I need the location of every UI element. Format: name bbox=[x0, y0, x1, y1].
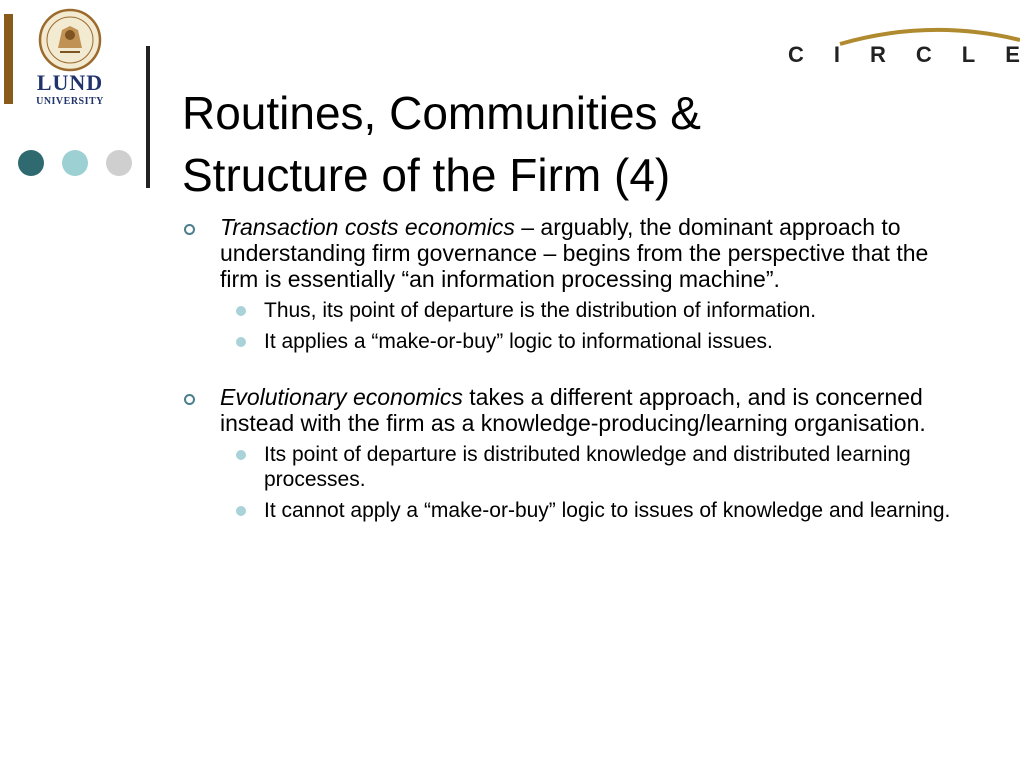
bullet-evolutionary bbox=[182, 384, 962, 436]
sub-bullet-text: It applies a “make-or-buy” logic to informational issues. bbox=[264, 330, 773, 353]
accent-bar bbox=[4, 14, 13, 104]
bullet-ring-icon bbox=[184, 224, 195, 235]
sub-bullet bbox=[182, 329, 962, 354]
vertical-divider bbox=[146, 46, 150, 188]
circle-letter: L bbox=[961, 42, 976, 67]
slide-content bbox=[182, 214, 962, 523]
bullet-ring-icon bbox=[184, 394, 195, 405]
sub-bullet bbox=[182, 498, 962, 523]
sub-bullet-dot-icon bbox=[236, 450, 246, 460]
circle-letter: E bbox=[1005, 42, 1020, 67]
sub-bullet-dot-icon bbox=[236, 306, 246, 316]
dot-mid bbox=[62, 150, 88, 176]
decorative-dots bbox=[18, 150, 138, 178]
university-name: LUND bbox=[36, 70, 104, 95]
lund-university-logo bbox=[28, 8, 118, 108]
bullet-text: takes a different approach, and is concerned instead with the firm as a knowledge-producing/learning organisation. bbox=[220, 384, 926, 436]
sub-bullet bbox=[182, 298, 962, 323]
circle-letter: I bbox=[833, 42, 841, 67]
sub-bullet-text: Thus, its point of departure is the distribution of information. bbox=[264, 299, 817, 322]
circle-letter: R bbox=[870, 42, 886, 67]
sub-bullet bbox=[182, 442, 962, 492]
slide-title bbox=[182, 82, 1002, 206]
lund-seal-icon bbox=[28, 8, 112, 72]
title-line-2: Structure of the Firm (4) bbox=[182, 149, 671, 201]
circle-wordmark bbox=[788, 42, 1020, 68]
sub-bullet-dot-icon bbox=[236, 337, 246, 347]
sub-bullet-text: Its point of departure is distributed knowledge and distributed learning processes. bbox=[264, 443, 911, 491]
circle-letter: C bbox=[915, 42, 932, 67]
sub-bullet-text: It cannot apply a “make-or-buy” logic to issues of knowledge and learning. bbox=[264, 499, 951, 522]
dot-light bbox=[106, 150, 132, 176]
circle-logo bbox=[780, 22, 1020, 72]
bullet-text: – arguably, the dominant approach to understanding firm governance – begins from the perspective that the firm is essentially “an information processing machine”. bbox=[220, 214, 929, 292]
bullet-transaction-costs bbox=[182, 214, 962, 292]
circle-letter: C bbox=[788, 42, 804, 67]
bullet-term: Transaction costs economics bbox=[220, 214, 515, 240]
sub-bullet-dot-icon bbox=[236, 506, 246, 516]
dot-dark bbox=[18, 150, 44, 176]
title-line-1: Routines, Communities & bbox=[182, 87, 701, 139]
bullet-term: Evolutionary economics bbox=[220, 384, 463, 410]
university-subtitle: UNIVERSITY bbox=[36, 96, 104, 107]
